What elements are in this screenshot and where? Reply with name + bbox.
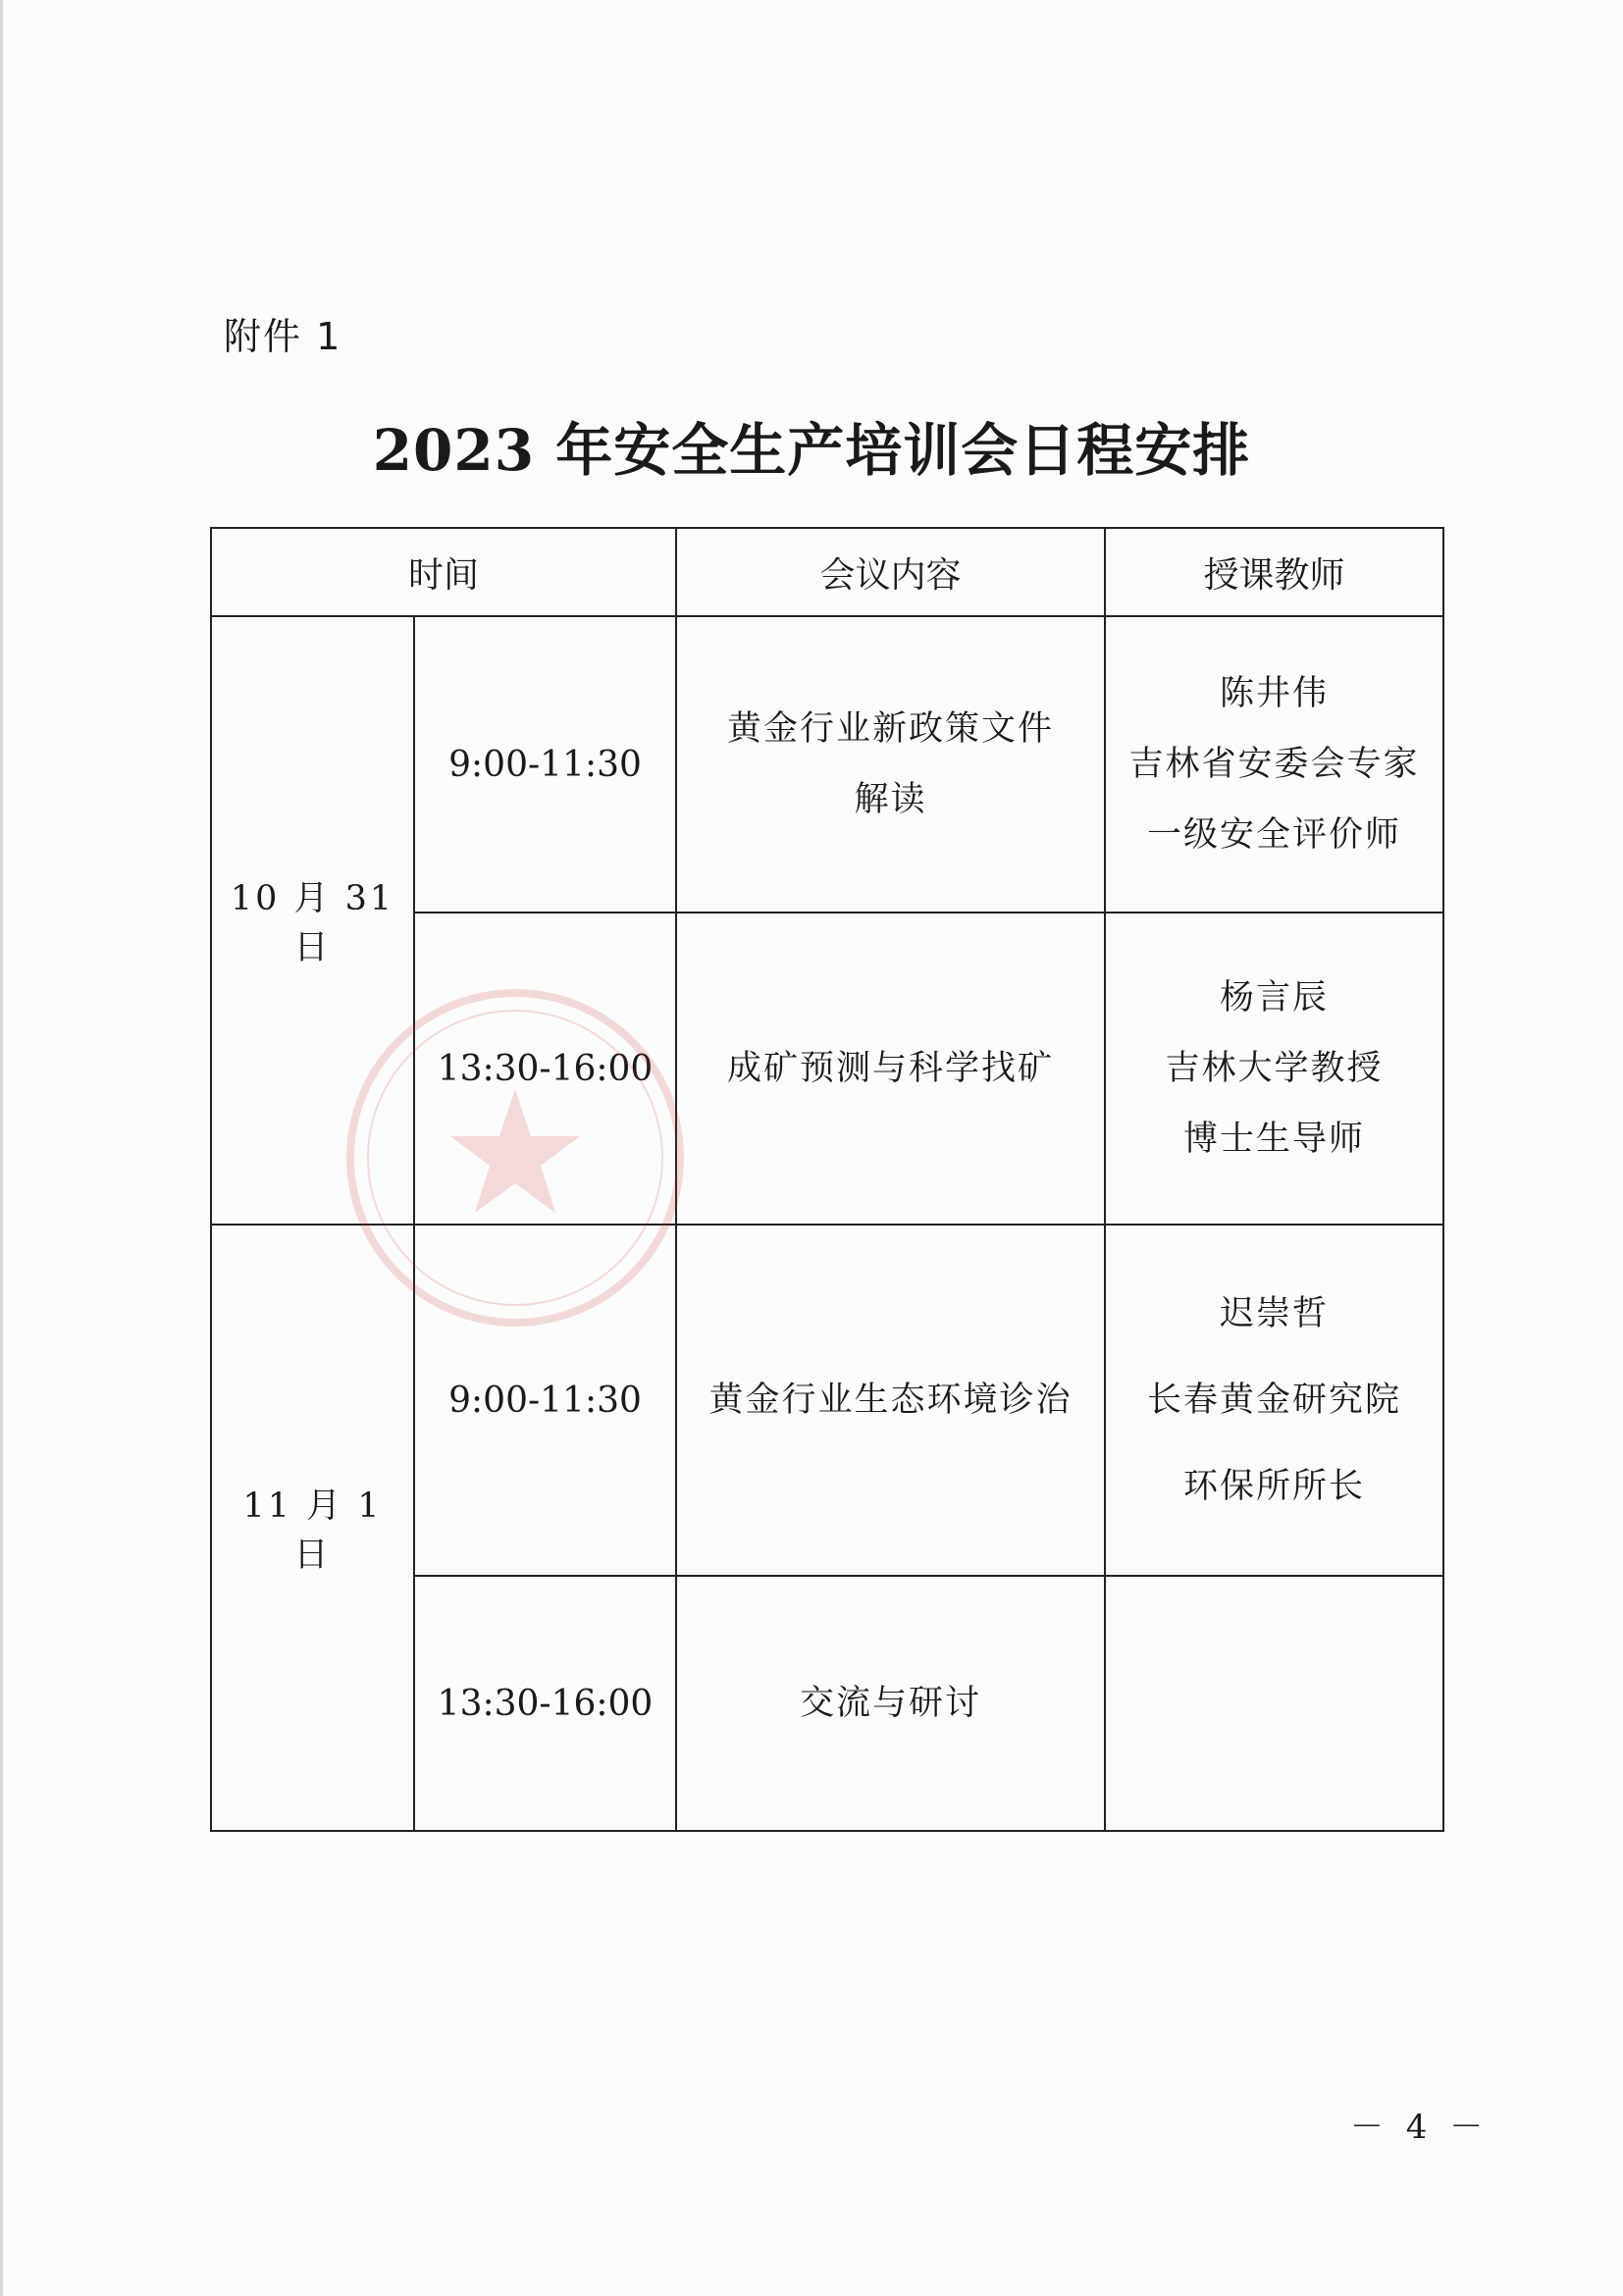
- teacher-cell: [1105, 616, 1443, 913]
- teacher-title: 吉林省安委会专家: [1128, 745, 1420, 784]
- date-cell: 11 月 1 日: [211, 1225, 414, 1831]
- teacher-title: 一级安全评价师: [1147, 815, 1402, 855]
- teacher-title: 环保所所长: [1183, 1467, 1366, 1506]
- content-line: 黄金行业生态环境诊治: [708, 1381, 1073, 1420]
- teacher-cell-empty: [1105, 1576, 1443, 1831]
- table-row: [211, 616, 1443, 913]
- page-edge: [0, 0, 3, 2296]
- date-cell: 10 月 31 日: [211, 616, 414, 1225]
- teacher-title: 博士生导师: [1183, 1120, 1366, 1159]
- header-teacher: 授课教师: [1105, 528, 1443, 616]
- header-content: 会议内容: [676, 528, 1105, 616]
- table-header-row: [211, 528, 1443, 616]
- teacher-cell: [1105, 1225, 1443, 1576]
- teacher-name: 杨言辰: [1220, 978, 1330, 1018]
- schedule-table: [210, 527, 1444, 1832]
- content-line: 交流与研讨: [800, 1684, 982, 1723]
- document-title: 2023 年安全生产培训会日程安排: [372, 417, 1251, 484]
- header-time: 时间: [211, 528, 676, 616]
- teacher-title: 长春黄金研究院: [1147, 1381, 1402, 1420]
- content-cell: [676, 1576, 1105, 1831]
- content-cell: [676, 1225, 1105, 1576]
- attachment-label: 附件 1: [224, 315, 342, 358]
- teacher-name: 迟崇哲: [1220, 1294, 1330, 1333]
- time-cell: 13:30-16:00: [414, 1576, 676, 1831]
- page-number: － 4 －: [1350, 2108, 1490, 2147]
- content-line: 黄金行业新政策文件: [727, 709, 1055, 749]
- time-cell: 9:00-11:30: [414, 1225, 676, 1576]
- content-cell: [676, 616, 1105, 913]
- content-line: 解读: [854, 780, 927, 819]
- time-cell: 13:30-16:00: [414, 913, 676, 1225]
- time-cell: 9:00-11:30: [414, 616, 676, 913]
- content-cell: [676, 913, 1105, 1225]
- teacher-name: 陈井伟: [1220, 674, 1330, 713]
- content-line: 成矿预测与科学找矿: [727, 1049, 1055, 1088]
- table-row: [211, 1225, 1443, 1576]
- teacher-cell: [1105, 913, 1443, 1225]
- teacher-title: 吉林大学教授: [1165, 1049, 1384, 1088]
